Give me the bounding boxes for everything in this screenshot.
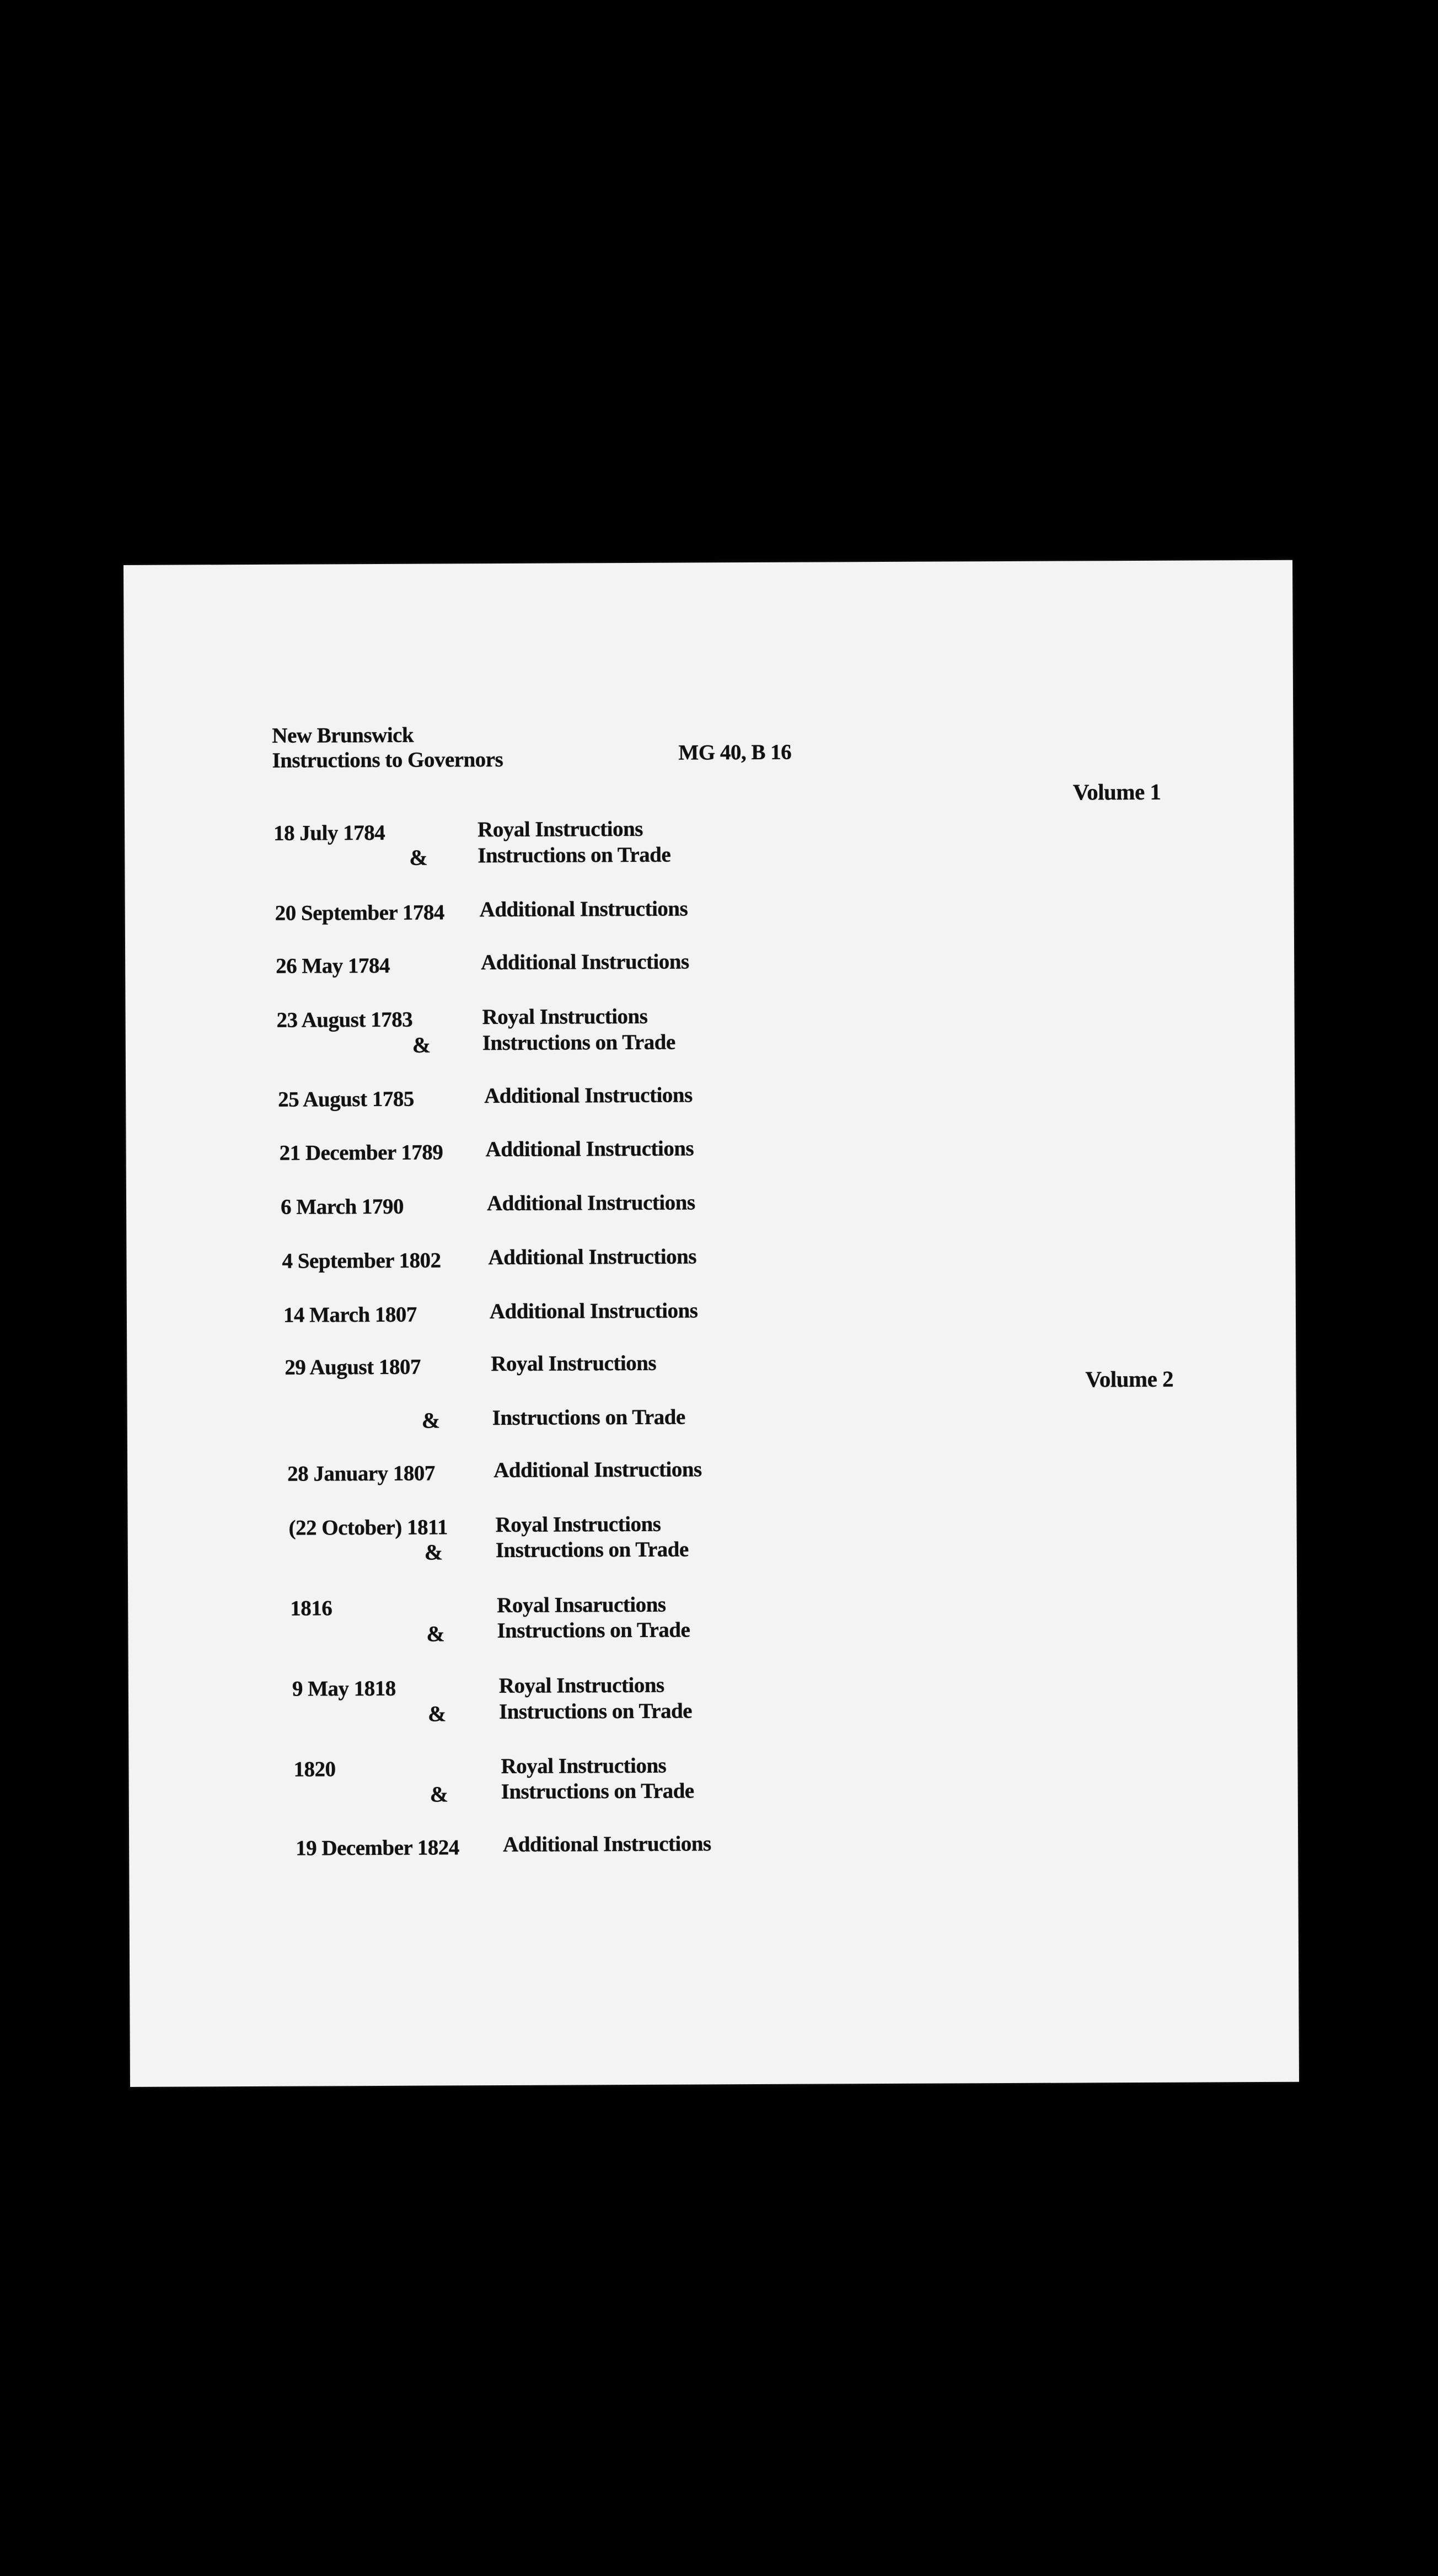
entry-date: 18 July 1784 — [273, 820, 385, 845]
entry-title-2: Instructions on Trade — [497, 1618, 690, 1643]
entry-title: Additional Instructions — [481, 949, 689, 975]
entry-title: Royal Instructions — [498, 1673, 664, 1698]
entry-title: Additional Instructions — [484, 1083, 693, 1108]
entry-title: Additional Instructions — [485, 1136, 694, 1162]
entry-date: 6 March 1790 — [280, 1194, 404, 1219]
entry-title: Royal Insaructions — [497, 1592, 666, 1618]
entry-title-2: Instructions on Trade — [477, 842, 671, 868]
entry-date: 29 August 1807 — [285, 1355, 421, 1380]
volume-1-label: Volume 1 — [1072, 779, 1161, 805]
entry-date: 26 May 1784 — [276, 953, 390, 978]
entry-title: Additional Instructions — [488, 1244, 697, 1270]
entry-title: Additional Instructions — [486, 1190, 695, 1216]
entry-title-2: Instructions on Trade — [501, 1779, 694, 1804]
entry-date: 21 December 1789 — [279, 1140, 443, 1165]
volume-2-label: Volume 2 — [1085, 1366, 1174, 1392]
entry-title: Royal Instructions — [491, 1351, 657, 1376]
entry-title: Royal Instructions — [482, 1004, 648, 1029]
header-line-2: Instructions to Governors — [272, 748, 503, 772]
entry-ampersand: & — [427, 1701, 447, 1726]
entry-title: Additional Instructions — [479, 897, 688, 922]
entry-ampersand: & — [426, 1621, 445, 1646]
entry-date: 19 December 1824 — [296, 1836, 459, 1860]
entry-title: Royal Instructions — [495, 1512, 661, 1537]
entry-title-2: Instructions on Trade — [482, 1030, 675, 1055]
entry-ampersand: & — [409, 845, 428, 870]
entry-title: Royal Instructions — [477, 817, 643, 842]
entry-title: Royal Instructions — [501, 1753, 667, 1779]
entry-date: (22 October) 1811 — [288, 1515, 448, 1540]
entry-title: Additional Instructions — [503, 1832, 711, 1857]
entry-date: 4 September 1802 — [282, 1248, 441, 1273]
entry-ampersand: & — [412, 1032, 431, 1058]
document-page — [124, 560, 1299, 2087]
entry-date: 20 September 1784 — [275, 900, 444, 925]
entry-ampersand: & — [430, 1781, 448, 1807]
entry-date: 23 August 1783 — [276, 1007, 413, 1032]
entry-ampersand: & — [424, 1539, 443, 1565]
entry-title-2: Instructions on Trade — [498, 1699, 693, 1724]
entry-date: 14 March 1807 — [283, 1302, 417, 1327]
entry-date: 1820 — [293, 1757, 336, 1781]
entry-date: 28 January 1807 — [287, 1461, 435, 1486]
reference-code: MG 40, B 16 — [678, 740, 792, 765]
entry-date: 25 August 1785 — [278, 1087, 414, 1112]
entry-title-2: Instructions on Trade — [495, 1537, 689, 1563]
entry-ampersand: & — [421, 1408, 440, 1433]
entry-title: Instructions on Trade — [492, 1405, 685, 1430]
entry-date: 9 May 1818 — [292, 1676, 396, 1701]
header-line-1: New Brunswick — [272, 723, 414, 748]
entry-date: 1816 — [290, 1596, 332, 1620]
entry-title: Additional Instructions — [493, 1457, 702, 1483]
entry-title: Additional Instructions — [489, 1298, 698, 1324]
